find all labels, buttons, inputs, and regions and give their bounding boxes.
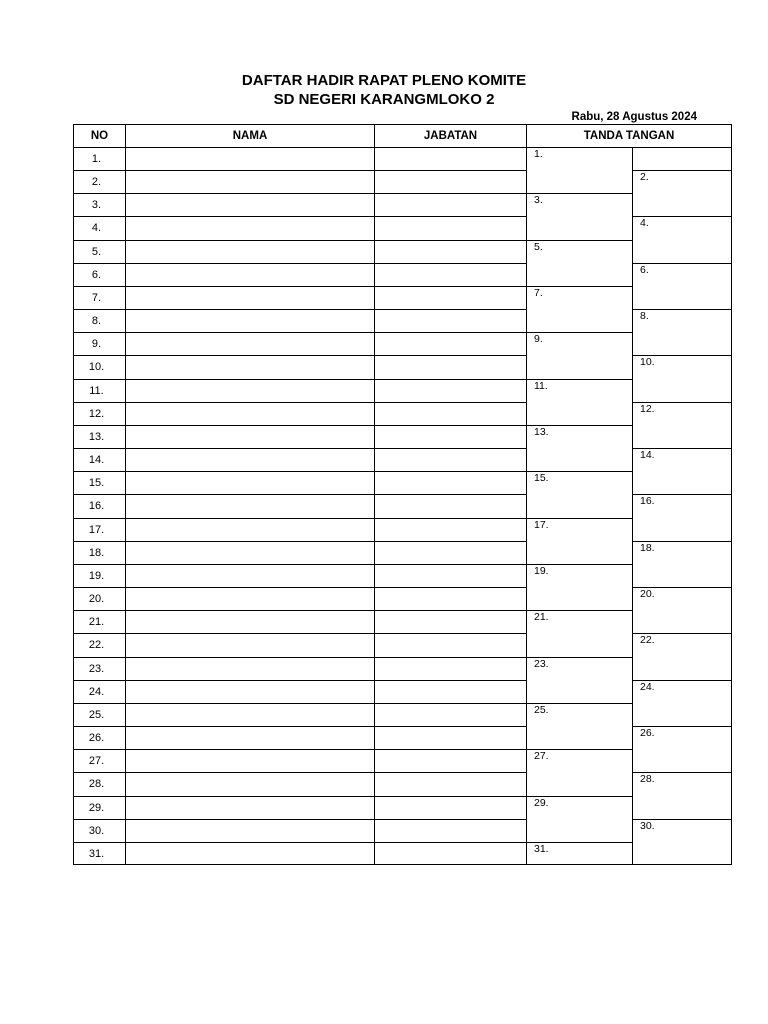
row-no: 21. (73, 610, 125, 633)
row-jabatan (374, 703, 526, 726)
signature-slot: 16. (632, 494, 732, 540)
row-nama (125, 680, 374, 703)
row-no: 11. (73, 379, 125, 402)
row-jabatan (374, 402, 526, 425)
row-jabatan (374, 819, 526, 842)
row-jabatan (374, 680, 526, 703)
row-jabatan (374, 193, 526, 216)
row-jabatan (374, 332, 526, 355)
signature-slot: 31. (526, 842, 632, 865)
signature-slot: 8. (632, 309, 732, 355)
row-nama (125, 379, 374, 402)
row-no: 5. (73, 240, 125, 263)
row-no: 22. (73, 633, 125, 656)
row-nama (125, 518, 374, 541)
row-no: 14. (73, 448, 125, 471)
row-jabatan (374, 657, 526, 680)
signature-slot: 29. (526, 796, 632, 842)
row-jabatan (374, 587, 526, 610)
row-nama (125, 263, 374, 286)
row-jabatan (374, 494, 526, 517)
row-jabatan (374, 610, 526, 633)
row-no: 30. (73, 819, 125, 842)
row-nama (125, 402, 374, 425)
signature-slot: 4. (632, 216, 732, 262)
row-no: 4. (73, 216, 125, 239)
row-no: 6. (73, 263, 125, 286)
row-no: 27. (73, 749, 125, 772)
signature-slot: 21. (526, 610, 632, 656)
row-no: 3. (73, 193, 125, 216)
header-no: NO (73, 124, 125, 147)
row-no: 16. (73, 494, 125, 517)
header-nama: NAMA (125, 124, 374, 147)
row-jabatan (374, 263, 526, 286)
row-nama (125, 216, 374, 239)
row-no: 29. (73, 796, 125, 819)
signature-slot: 1. (526, 147, 632, 193)
row-no: 8. (73, 309, 125, 332)
row-no: 31. (73, 842, 125, 865)
row-nama (125, 726, 374, 749)
signature-slot: 3. (526, 193, 632, 239)
signature-slot: 30. (632, 819, 732, 865)
row-nama (125, 355, 374, 378)
row-jabatan (374, 286, 526, 309)
row-nama (125, 193, 374, 216)
row-no: 17. (73, 518, 125, 541)
row-no: 12. (73, 402, 125, 425)
row-nama (125, 796, 374, 819)
row-jabatan (374, 170, 526, 193)
row-nama (125, 772, 374, 795)
row-no: 20. (73, 587, 125, 610)
signature-slot: 15. (526, 471, 632, 517)
row-jabatan (374, 749, 526, 772)
row-jabatan (374, 541, 526, 564)
row-jabatan (374, 240, 526, 263)
signature-slot: 19. (526, 564, 632, 610)
row-no: 18. (73, 541, 125, 564)
row-jabatan (374, 726, 526, 749)
signature-slot: 9. (526, 332, 632, 378)
signature-slot: 28. (632, 772, 732, 818)
row-nama (125, 170, 374, 193)
row-nama (125, 842, 374, 865)
signature-slot: 7. (526, 286, 632, 332)
row-no: 25. (73, 703, 125, 726)
row-jabatan (374, 633, 526, 656)
row-jabatan (374, 471, 526, 494)
row-jabatan (374, 448, 526, 471)
row-no: 13. (73, 425, 125, 448)
row-nama (125, 819, 374, 842)
signature-slot: 10. (632, 355, 732, 401)
row-no: 15. (73, 471, 125, 494)
row-no: 7. (73, 286, 125, 309)
signature-slot: 24. (632, 680, 732, 726)
row-nama (125, 564, 374, 587)
row-nama (125, 703, 374, 726)
signature-slot: 22. (632, 633, 732, 679)
signature-slot: 2. (632, 170, 732, 216)
signature-slot: 20. (632, 587, 732, 633)
row-jabatan (374, 425, 526, 448)
row-nama (125, 240, 374, 263)
row-jabatan (374, 379, 526, 402)
signature-slot: 25. (526, 703, 632, 749)
row-no: 23. (73, 657, 125, 680)
row-nama (125, 309, 374, 332)
signature-slot: 5. (526, 240, 632, 286)
row-nama (125, 494, 374, 517)
signature-slot: 12. (632, 402, 732, 448)
signature-slot: 11. (526, 379, 632, 425)
row-jabatan (374, 355, 526, 378)
signature-top-blank (632, 147, 732, 170)
document-title: DAFTAR HADIR RAPAT PLENO KOMITE (241, 72, 527, 89)
row-nama (125, 471, 374, 494)
row-nama (125, 587, 374, 610)
row-nama (125, 425, 374, 448)
signature-slot: 27. (526, 749, 632, 795)
signature-slot: 26. (632, 726, 732, 772)
row-jabatan (374, 147, 526, 170)
row-jabatan (374, 842, 526, 865)
row-no: 19. (73, 564, 125, 587)
row-no: 26. (73, 726, 125, 749)
row-no: 1. (73, 147, 125, 170)
signature-slot: 6. (632, 263, 732, 309)
signature-slot: 23. (526, 657, 632, 703)
row-nama (125, 332, 374, 355)
row-nama (125, 448, 374, 471)
row-no: 10. (73, 355, 125, 378)
meeting-date: Rabu, 28 Agustus 2024 (571, 111, 697, 123)
school-name: SD NEGERI KARANGMLOKO 2 (273, 91, 495, 108)
header-tanda-tangan: TANDA TANGAN (526, 124, 732, 147)
row-no: 2. (73, 170, 125, 193)
row-jabatan (374, 518, 526, 541)
row-nama (125, 147, 374, 170)
row-nama (125, 286, 374, 309)
signature-slot: 18. (632, 541, 732, 587)
row-nama (125, 633, 374, 656)
row-no: 9. (73, 332, 125, 355)
signature-slot: 17. (526, 518, 632, 564)
row-no: 28. (73, 772, 125, 795)
row-nama (125, 657, 374, 680)
row-no: 24. (73, 680, 125, 703)
signature-slot: 13. (526, 425, 632, 471)
row-jabatan (374, 564, 526, 587)
header-jabatan: JABATAN (374, 124, 526, 147)
row-nama (125, 541, 374, 564)
row-nama (125, 749, 374, 772)
signature-slot: 14. (632, 448, 732, 494)
row-jabatan (374, 772, 526, 795)
row-jabatan (374, 309, 526, 332)
row-jabatan (374, 796, 526, 819)
row-jabatan (374, 216, 526, 239)
row-nama (125, 610, 374, 633)
